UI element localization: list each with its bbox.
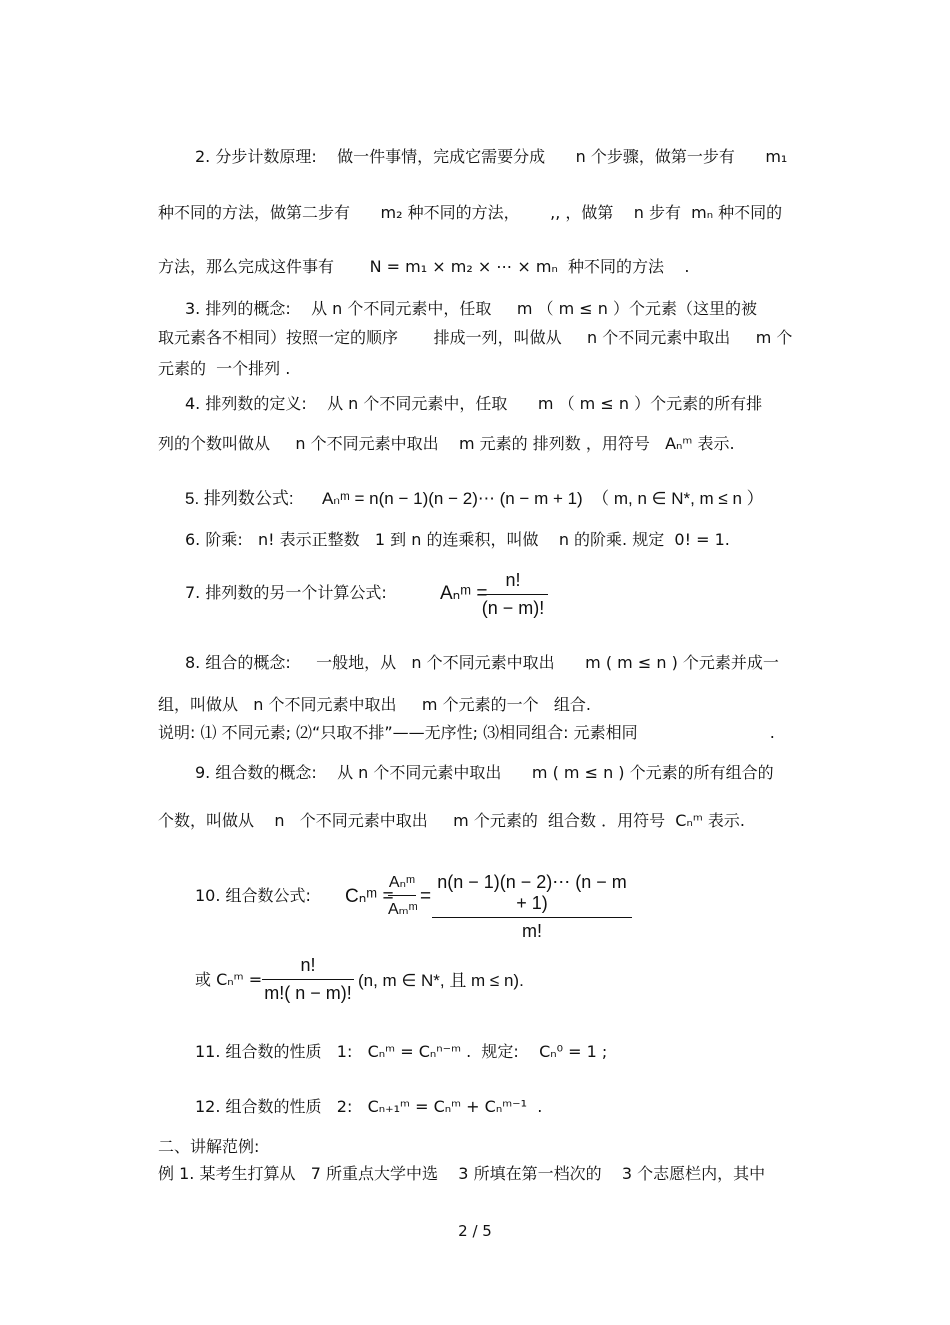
fraction-bar — [262, 979, 354, 980]
permutation-number-def-line-1: 4. 排列数的定义: 从 n 个不同元素中，任取 m （ m ≤ n ）个元素的所有排 — [185, 394, 763, 413]
fraction-bar — [432, 917, 632, 918]
permutation-concept-line-2: 取元素各不相同）按照一定的顺序 排成一列，叫做从 n 个不同元素中取出 m 个 — [158, 328, 793, 347]
combination-alt-formula-condition: (n, m ∈ N*, 且 m ≤ n). — [358, 971, 524, 990]
factorial-definition: 6. 阶乘: n! 表示正整数 1 到 n 的连乘积，叫做 n 的阶乘. 规定 0! = 1. — [185, 530, 730, 549]
combination-alt-fraction — [262, 955, 354, 1004]
combination-number-line-1: 9. 组合数的概念: 从 n 个不同元素中取出 m ( m ≤ n ) 个元素的所有组合的 — [195, 763, 774, 782]
principle-2-line-3: 方法，那么完成这件事有 N = m₁ × m₂ × ⋯ × mₙ 种不同的方法 . — [158, 257, 690, 276]
permutation-concept-line-1: 3. 排列的概念: 从 n 个不同元素中，任取 m （ m ≤ n ）个元素（这里的被 — [185, 299, 757, 318]
combination-note: 说明: ⑴ 不同元素; ⑵“只取不排”——无序性; ⑶相同组合: 元素相同 . — [158, 723, 775, 742]
page-number: 2 / 5 — [458, 1222, 492, 1240]
combination-concept-line-2: 组，叫做从 n 个不同元素中取出 m 个元素的一个 组合. — [158, 695, 591, 714]
permutation-alt-formula-label: 7. 排列数的另一个计算公式: — [185, 583, 387, 602]
fraction-denominator: m! — [522, 921, 542, 941]
combination-formula-lhs: Cₙᵐ = — [345, 886, 394, 907]
combination-formula-label: 10. 组合数公式: — [195, 886, 311, 905]
combination-formula-equals: = — [420, 886, 432, 907]
fraction-bar — [478, 594, 548, 595]
fraction-numerator: n! — [505, 570, 521, 590]
permutation-formula: 5. 排列数公式: Aₙᵐ = n(n − 1)(n − 2)⋯ (n − m + 1) （ m, n ∈ N*, m ≤ n ） — [185, 489, 764, 508]
combination-alt-formula-lhs: 或 Cₙᵐ = — [195, 970, 263, 989]
principle-2-line-1: 2. 分步计数原理: 做一件事情，完成它需要分成 n 个步骤，做第一步有 m₁ — [195, 147, 788, 166]
permutation-alt-formula-lhs: Aₙᵐ = — [440, 583, 488, 604]
combination-property-2: 12. 组合数的性质 2: Cₙ₊₁ᵐ = Cₙᵐ + Cₙᵐ⁻¹ . — [195, 1097, 543, 1116]
combination-product-fraction — [432, 872, 632, 942]
permutation-alt-fraction — [478, 570, 548, 619]
permutation-number-def-line-2: 列的个数叫做从 n 个不同元素中取出 m 元素的 排列数 ，用符号 Aₙᵐ 表示. — [158, 434, 735, 453]
fraction-numerator: n! — [300, 955, 316, 975]
fraction-denominator: m!( n − m)! — [264, 983, 352, 1003]
fraction-denominator: (n − m)! — [481, 598, 545, 618]
combination-concept-line-1: 8. 组合的概念: 一般地，从 n 个不同元素中取出 m ( m ≤ n ) 个元素并成一 — [185, 653, 779, 672]
combination-number-line-2: 个数，叫做从 n 个不同元素中取出 m 个元素的 组合数 ．用符号 Cₙᵐ 表示. — [158, 811, 745, 830]
fraction-numerator: n(n − 1)(n − 2)⋯ (n − m + 1) — [437, 872, 627, 913]
combination-ratio-fraction — [388, 872, 416, 919]
fraction-denominator: Aₘᵐ — [388, 901, 418, 918]
combination-property-1: 11. 组合数的性质 1: Cₙᵐ = Cₙⁿ⁻ᵐ . 规定: Cₙ⁰ = 1 ; — [195, 1042, 608, 1061]
section-heading-examples: 二、讲解范例: — [158, 1137, 260, 1156]
principle-2-line-2: 种不同的方法，做第二步有 m₂ 种不同的方法， ,, ，做第 n 步有 mₙ 种不同的 — [158, 203, 783, 222]
example-1-line-1: 例 1. 某考生打算从 7 所重点大学中选 3 所填在第一档次的 3 个志愿栏内，其中 — [158, 1164, 766, 1183]
fraction-bar — [388, 895, 416, 896]
permutation-concept-line-3: 元素的 一个排列 . — [158, 359, 291, 378]
fraction-numerator: Aₙᵐ — [388, 874, 416, 891]
